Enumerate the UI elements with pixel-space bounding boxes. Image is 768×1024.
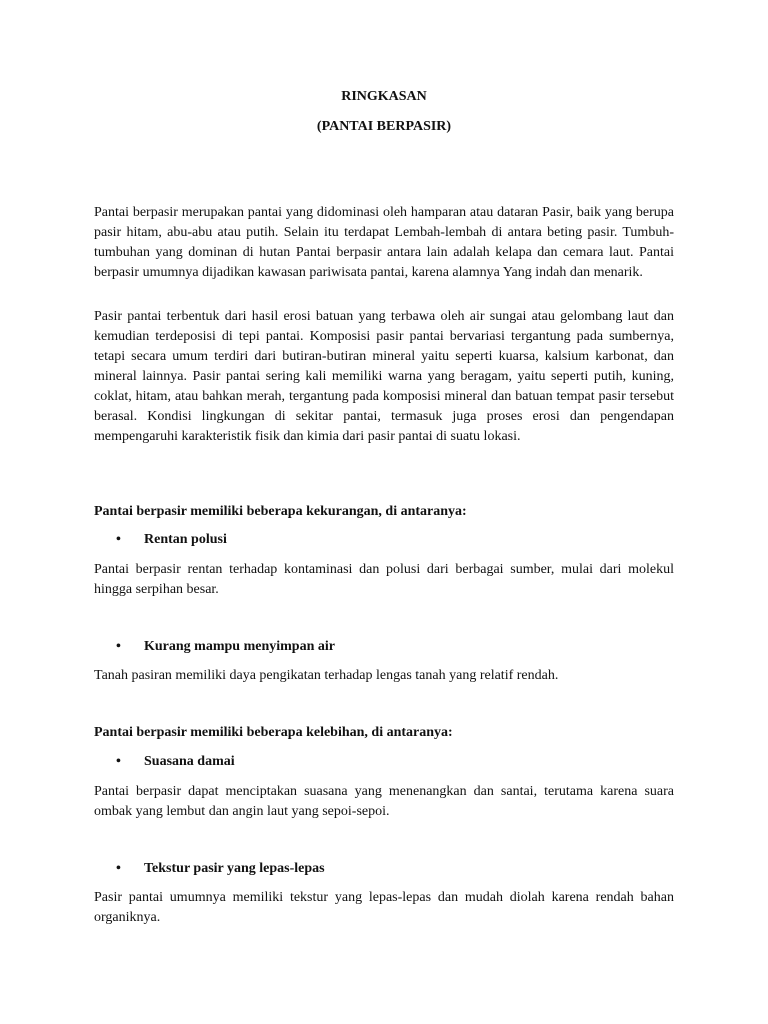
bullet-title: Rentan polusi — [144, 532, 227, 547]
paragraph-weakness-1: Pantai berpasir rentan terhadap kontaminasi dan polusi dari berbagai sumber, mulai dari molekul hingga serpihan besar. — [94, 562, 674, 597]
bullet-title: Suasana damai — [144, 754, 235, 769]
list-item-weakness-1 — [116, 530, 656, 550]
paragraph-strength-2: Pasir pantai umumnya memiliki tekstur yang lepas-lepas dan mudah diolah karena rendah bahan organiknya. — [94, 890, 674, 925]
bullet-title: Tekstur pasir yang lepas-lepas — [144, 861, 325, 876]
bullet-icon: • — [116, 532, 121, 547]
bullet-icon: • — [116, 861, 121, 876]
weakness-heading: Pantai berpasir memiliki beberapa kekurangan, di antaranya: — [94, 504, 467, 519]
paragraph-strength-1: Pantai berpasir dapat menciptakan suasana yang menenangkan dan santai, terutama karena suara ombak yang lembut dan angin laut yang sepoi-sepoi. — [94, 784, 674, 819]
bullet-icon: • — [116, 754, 121, 769]
paragraph-intro: Pantai berpasir merupakan pantai yang didominasi oleh hamparan atau dataran Pasir, baik yang berupa pasir hitam, abu-abu atau putih. Selain itu terdapat Lembah-lembah di antara beting pasir. Tumbuh-tumbuhan yang dominan di hutan Pantai berpasir antara lain adalah kelapa dan cemara laut. Pantai berpasir umumnya dijadikan kawasan pariwisata pantai, karena alamnya Yang indah dan menarik. — [94, 205, 674, 280]
document-title: RINGKASAN — [341, 89, 427, 104]
strength-heading: Pantai berpasir memiliki beberapa kelebihan, di antaranya: — [94, 725, 453, 740]
paragraph-formation: Pasir pantai terbentuk dari hasil erosi batuan yang terbawa oleh air sungai atau gelombang laut dan kemudian terdeposisi di tepi pantai. Komposisi pasir pantai bervariasi tergantung pada sumbernya, tetapi secara umum terdiri dari butiran-butiran mineral yaitu seperti kuarsa, kalsium karbonat, dan mineral lainnya. Pasir pantai sering kali memiliki warna yang beragam, yaitu seperti putih, kuning, coklat, hitam, atau bahkan merah, tergantung pada komposisi mineral dan batuan tempat pasir tersebut berasal. Kondisi lingkungan di sekitar pantai, termasuk juga proses erosi dan pengendapan mempengaruhi karakteristik fisik dan kimia dari pasir pantai di suatu lokasi. — [94, 309, 674, 444]
list-item-weakness-2 — [116, 637, 656, 657]
bullet-icon: • — [116, 639, 121, 654]
list-item-strength-2 — [116, 859, 656, 879]
document-subtitle: (PANTAI BERPASIR) — [316, 119, 452, 134]
paragraph-weakness-2: Tanah pasiran memiliki daya pengikatan terhadap lengas tanah yang relatif rendah. — [94, 668, 559, 683]
bullet-title: Kurang mampu menyimpan air — [144, 639, 335, 654]
list-item-strength-1 — [116, 752, 656, 772]
